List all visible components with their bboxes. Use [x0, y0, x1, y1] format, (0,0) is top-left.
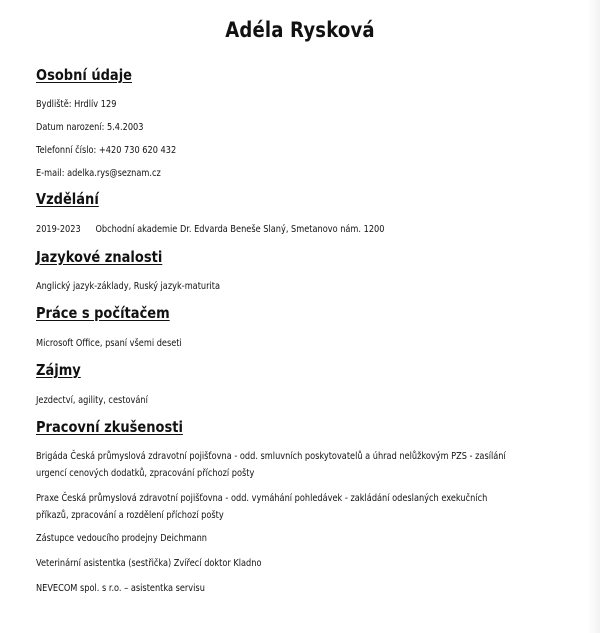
section-heading-computer: Práce s počítačem [36, 304, 170, 322]
experience-item: Veterinární asistentka (sestřička) Zvířecí doktor Kladno [36, 558, 262, 569]
section-heading-education: Vzdělání [36, 190, 99, 208]
hobbies-text: Jezdectví, agility, cestování [36, 395, 148, 406]
experience-item: NEVECOM spol. s r.o. – asistentka servisu [36, 583, 205, 594]
section-heading-languages: Jazykové znalosti [36, 248, 163, 266]
section-heading-personal: Osobní údaje [36, 66, 133, 84]
section-heading-experience: Pracovní zkušenosti [36, 418, 183, 436]
computer-text: Microsoft Office, psaní všemi deseti [36, 338, 182, 349]
personal-email: E-mail: adelka.rys@seznam.cz [36, 168, 161, 179]
personal-address: Bydliště: Hrdlív 129 [36, 99, 117, 110]
personal-birthdate: Datum narození: 5.4.2003 [36, 122, 144, 133]
experience-item-line: Praxe Česká průmyslová zdravotní pojišťovna - odd. vymáhání pohledávek - zakládání odeslaných exekučních [36, 493, 488, 504]
education-school: Obchodní akademie Dr. Edvarda Beneše Slaný, Smetanovo nám. 1200 [95, 224, 385, 235]
experience-item-line: příkazů, zpracování a rozdělení příchozí pošty [36, 510, 224, 521]
section-heading-hobbies: Zájmy [36, 361, 81, 379]
experience-item: Zástupce vedoucího prodejny Deichmann [36, 533, 207, 544]
experience-item-line: urgencí cenových dodatků, zpracování příchozí pošty [36, 468, 255, 479]
languages-text: Anglický jazyk-základy, Ruský jazyk-maturita [36, 281, 221, 292]
page-edge-shadow [588, 0, 600, 633]
experience-item [36, 448, 506, 482]
experience-item-line: Brigáda Česká průmyslová zdravotní pojišťovna - odd. smluvních poskytovatelů a úhrad nelůžkovým PZS - zasílání [36, 451, 506, 462]
cv-name: Adéla Rysková [225, 18, 375, 42]
experience-item [36, 490, 488, 524]
personal-phone: Telefonní číslo: +420 730 620 432 [36, 145, 177, 156]
education-entry [36, 221, 385, 238]
education-years: 2019-2023 [36, 224, 81, 235]
